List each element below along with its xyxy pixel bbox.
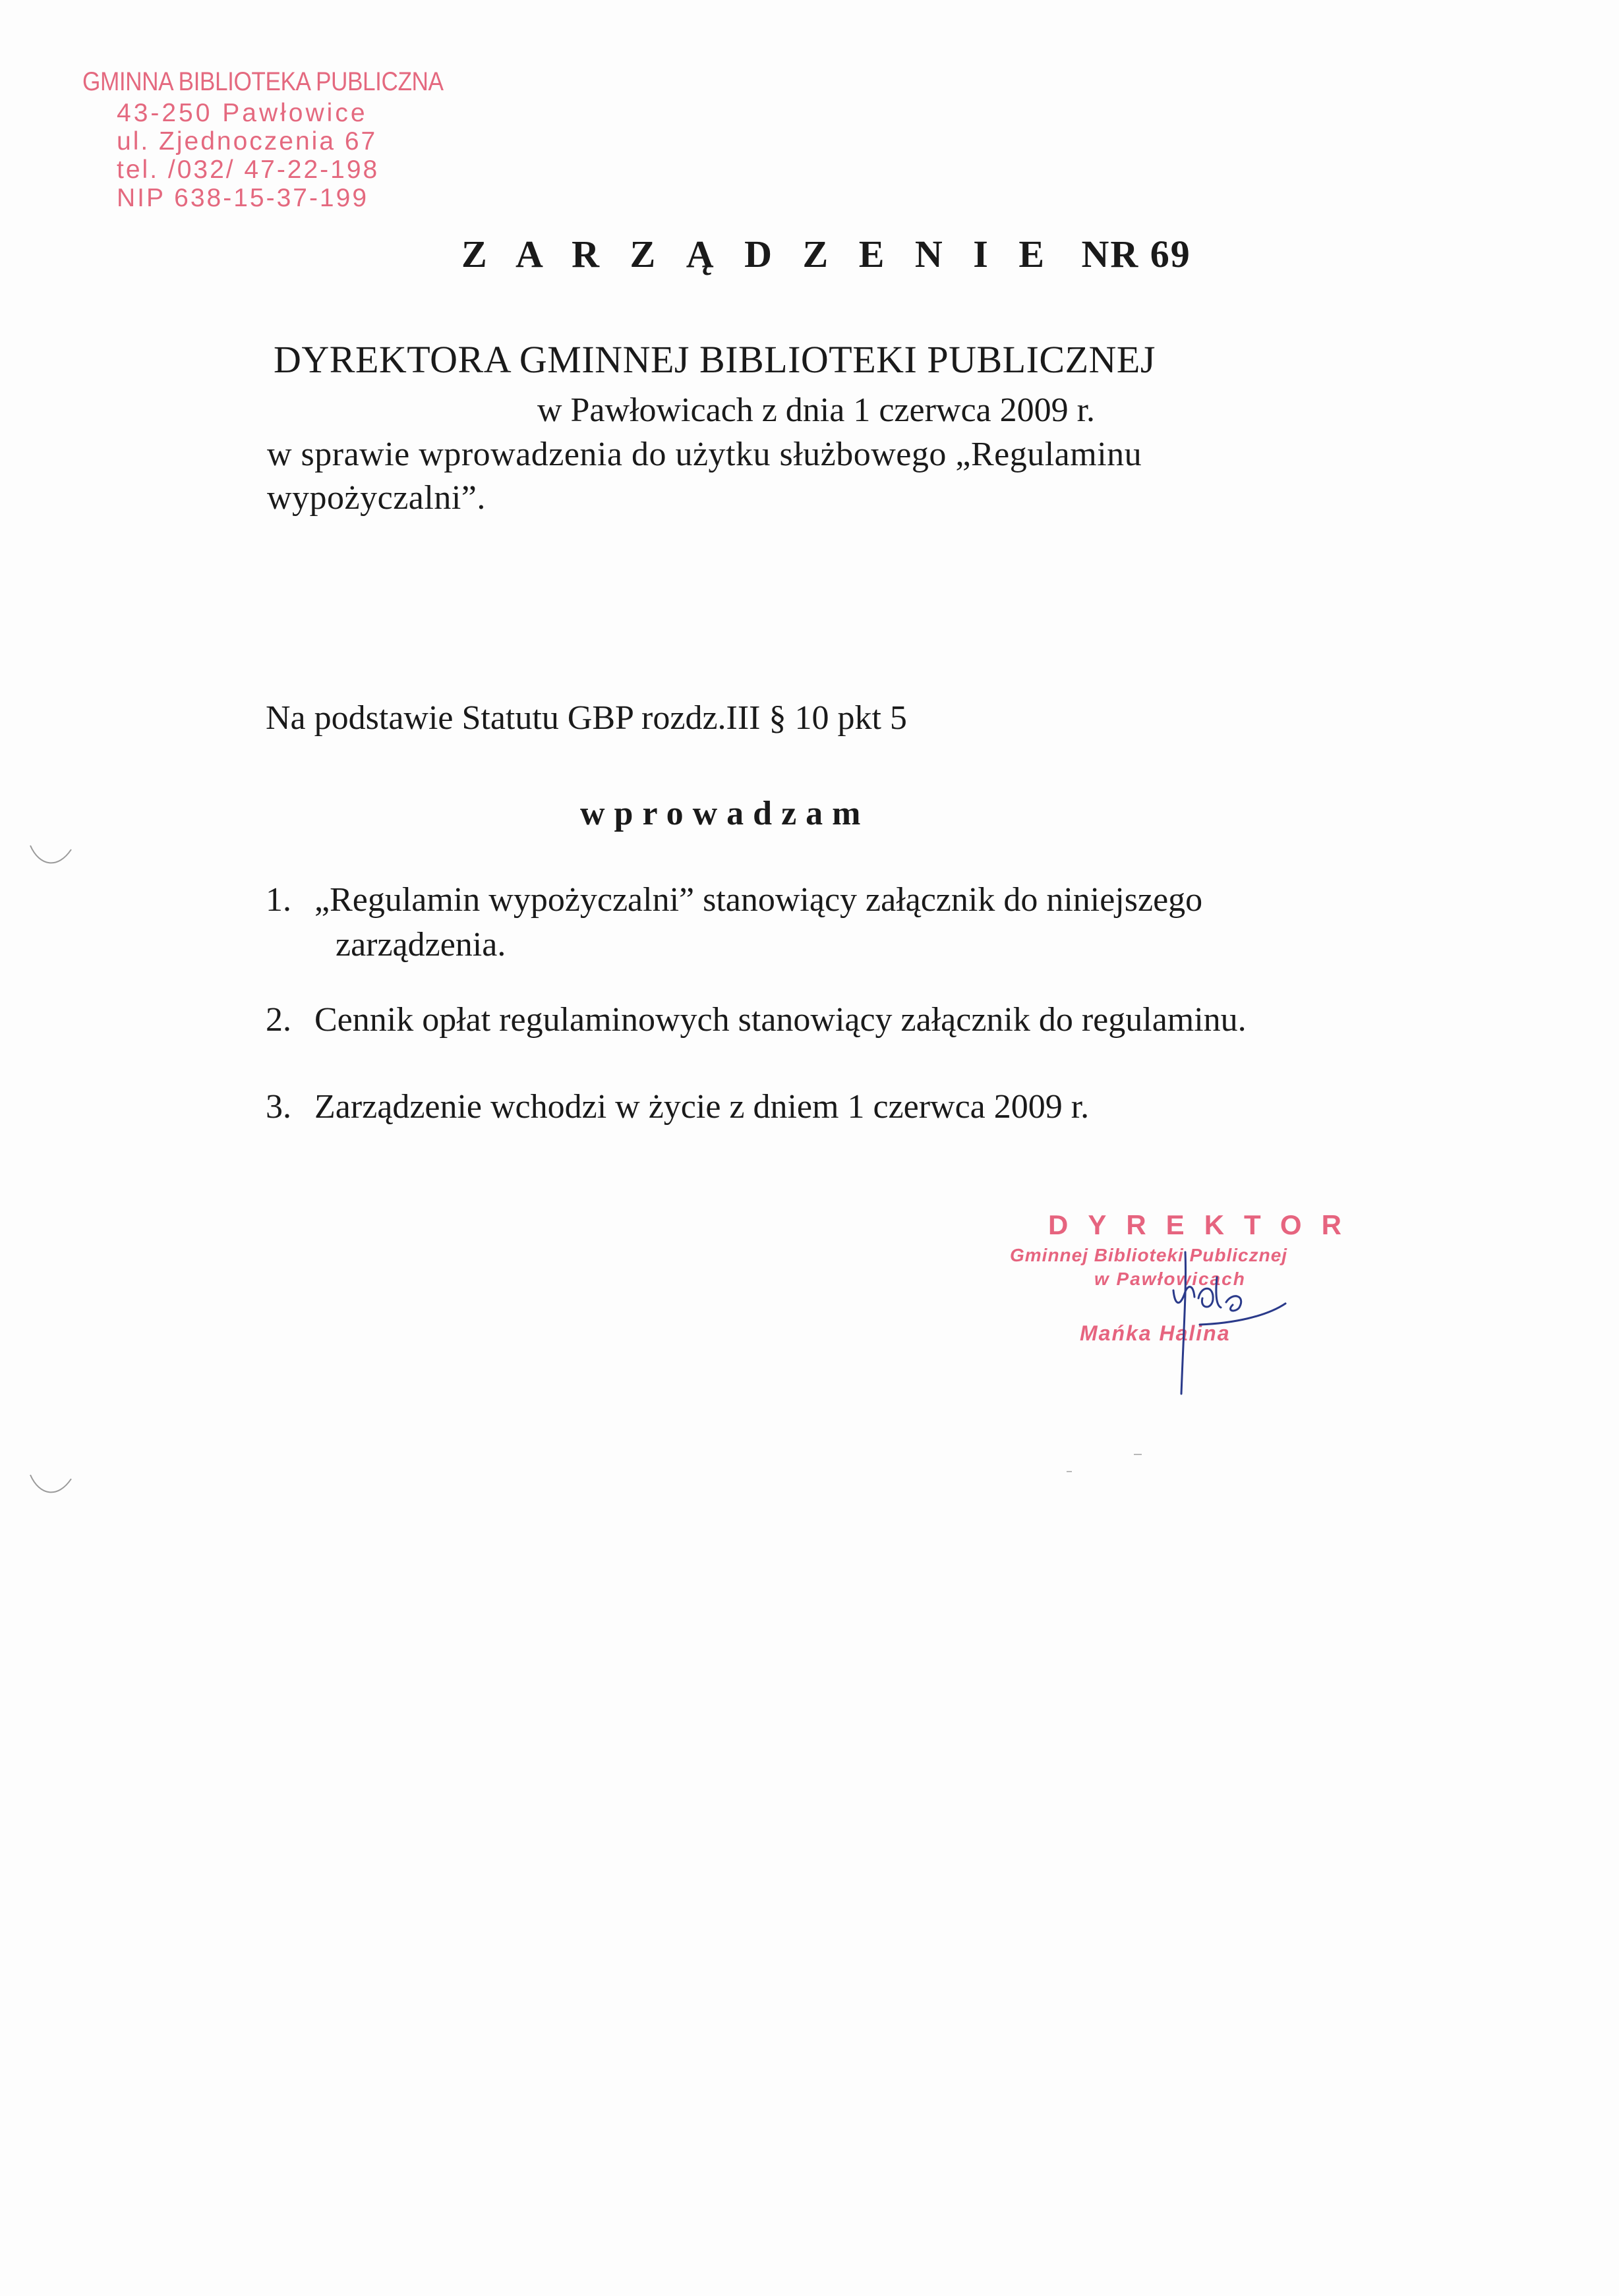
subject-line-2: wypożyczalni”. [267,479,486,517]
title-word: Z A R Z Ą D Z E N I E [461,233,1055,275]
punch-hole-mark [28,840,74,873]
stamp-nip: NIP 638-15-37-199 [117,184,369,212]
legal-basis: Na podstawie Statutu GBP rozdz.III § 10 pkt 5 [266,699,907,737]
decree-number: NR 69 [1081,233,1191,275]
decree-subject [267,433,1322,520]
stamp-street: ul. Zjednoczenia 67 [117,127,378,156]
decree-items-list [266,878,1419,1130]
stamp-role: DYREKTOR [1048,1209,1361,1240]
decree-verb [580,794,869,833]
scan-speck [1067,1471,1072,1472]
place-and-date: w Pawłowicach z dnia 1 czerwca 2009 r. [537,391,1096,429]
item-text: Cennik opłat regulaminowych stanowiący załącznik do regulaminu. [314,1001,1247,1039]
list-item [266,998,1419,1043]
stamp-postal-code: 43-250 Pawłowice [117,99,368,127]
list-item [266,878,1419,967]
item-text-line-2: zarządzenia. [336,926,506,963]
document-title [461,232,1191,276]
stamp-institution: Gminnej Biblioteki Publicznej [1010,1245,1288,1265]
library-address-stamp [82,65,491,212]
item-number: 1. [266,881,291,919]
stamp-institution-name: GMINNA BIBLIOTEKA PUBLICZNA [82,67,444,96]
item-text: Zarządzenie wchodzi w życie z dniem 1 czerwca 2009 r. [314,1088,1090,1126]
item-text [314,878,1419,967]
item-text-line-1: „Regulamin wypożyczalni” stanowiący załącznik do niniejszego [314,881,1203,919]
scan-speck [1134,1454,1142,1455]
stamp-phone: tel. /032/ 47-22-198 [117,156,380,184]
list-item [266,1085,1419,1130]
punch-hole-mark [28,1470,74,1503]
issuer-heading: DYREKTORA GMINNEJ BIBLIOTEKI PUBLICZNEJ [274,338,1156,381]
item-number: 2. [266,1001,291,1039]
handwritten-signature [1134,1239,1305,1404]
subject-line-1: w sprawie wprowadzenia do użytku służbowego „Regulaminu [267,436,1142,473]
stamp-director-name: Mańka Halina [1080,1321,1231,1345]
item-number: 3. [266,1088,291,1126]
verb-text: wprowadzam [580,795,870,832]
stamp-place: w Pawłowicach [1094,1269,1246,1289]
